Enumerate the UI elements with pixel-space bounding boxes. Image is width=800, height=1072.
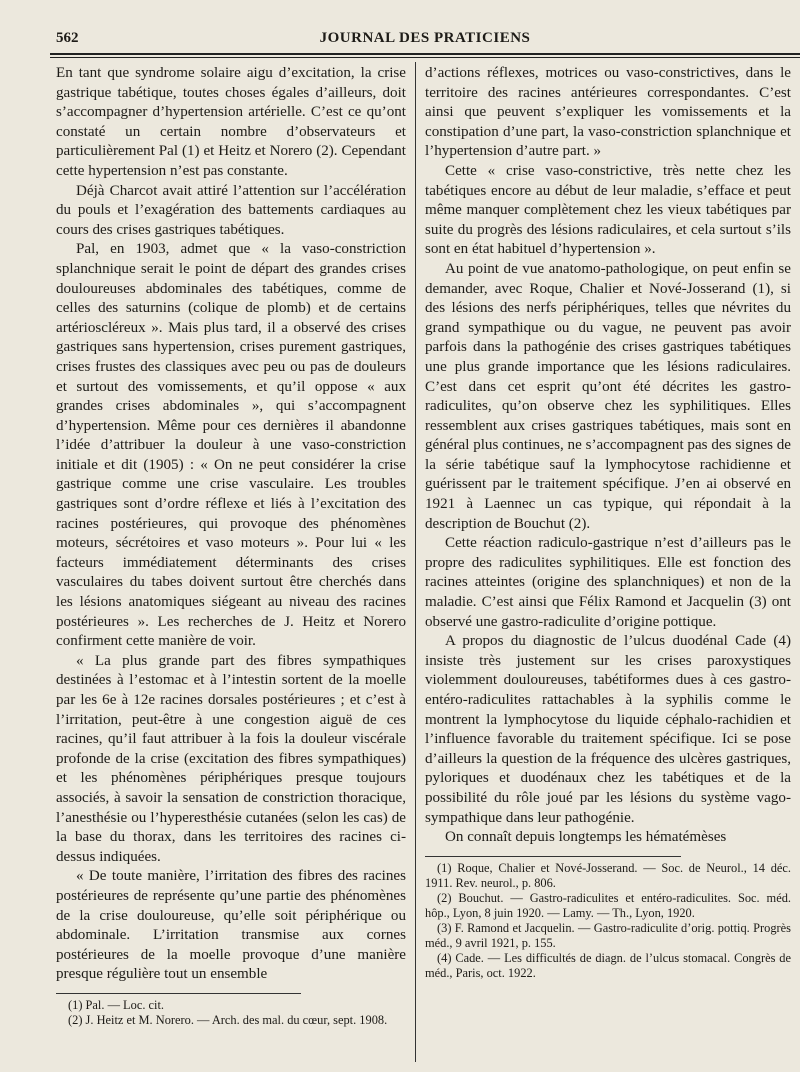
footnote: (4) Cade. — Les difficultés de diagn. de l’ulcus stomacal. Congrès de méd., Paris, oct. 1922.: [425, 950, 791, 980]
paragraph: « La plus grande part des fibres sympathiques destinées à l’estomac et à l’intestin sortent de la moelle par les 6e à 12e racines dorsales postérieures ; et c’est à l’irritation, peut-être à une congestion aiguë de ces racines, qu’il faut attribuer à la fois la douleur viscérale profonde de la crise (excitation des fibres sympathiques) et les phénomènes périphériques presque toujours associés, à savoir la sensation de constriction thoracique, l’anesthésie ou l’hyperesthésie cutanées (selon les cas) de la base du thorax, dans les territoires des racines ci-dessus indiquées.: [56, 652, 406, 865]
paragraph: A propos du diagnostic de l’ulcus duodénal Cade (4) insiste très justement sur les crises paroxystiques violemment douloureuses, tabétiformes dues à ces gastro-entéro-radiculites rattachables à la syphilis comme le montrent la lymphocytose du liquide céphalo-rachidien et l’influence favorable du traitement spécifique. Ici se pose d’ailleurs la question de la fréquence des ulcères gastriques, pyloriques et duodénaux chez les tabétiques et de la possibilité du rôle joué par les lésions du système vago-sympathique dans leur pathogénie.: [425, 633, 791, 826]
left-column: [56, 64, 406, 1028]
column-divider: [415, 62, 416, 1062]
header-rule-thin: [50, 57, 800, 58]
paragraph: Déjà Charcot avait attiré l’attention sur l’accélération du pouls et l’exagération des battements cardiaques au cours des crises gastriques tabétiques.: [56, 182, 406, 238]
page-number: 562: [56, 30, 79, 46]
right-column: [425, 64, 791, 981]
header-rule: [50, 53, 800, 55]
footnote: (2) J. Heitz et M. Norero. — Arch. des mal. du cœur, sept. 1908.: [68, 1012, 388, 1027]
footnote: (3) F. Ramond et Jacquelin. — Gastro-radiculite d’orig. pottiq. Progrès méd., 9 avril 1921, p. 155.: [425, 920, 791, 950]
footnotes: [56, 998, 406, 1028]
page-header: [50, 28, 800, 54]
paragraph: En tant que syndrome solaire aigu d’excitation, la crise gastrique tabétique, toutes choses égales d’ailleurs, doit s’accompagner d’hypertension artérielle. C’est ce qu’ont constaté un certain nombre d’observateurs et particulièrement Pal (1) et Heitz et Norero (2). Cependant cette hypertension n’est pas constante.: [56, 65, 406, 179]
footnote: (1) Pal. — Loc. cit.: [68, 997, 165, 1012]
paragraph: Cette réaction radiculo-gastrique n’est d’ailleurs pas le propre des radiculites syphilitiques. Elle est fonction des racines atteintes (origine des splanchniques) et non de la maladie. C’est ainsi que Félix Ramond et Jacquelin (3) ont observé une gastro-radiculite d’origine pottique.: [425, 535, 791, 630]
paragraph: d’actions réflexes, motrices ou vaso-constrictives, dans le territoire des racines antérieures correspondantes. C’est ainsi que peuvent s’expliquer les vomissements et la constipation d’une part, la vaso-constriction splanchnique et l’hypertension d’autre part. »: [425, 65, 791, 160]
paragraph: Au point de vue anatomo-pathologique, on peut enfin se demander, avec Roque, Chalier et Nové-Josserand (1), si des lésions des nerfs périphériques, telles que névrites du grand sympathique ou du vague, ne peuvent pas avoir parfois dans la pathogénie des crises gastriques tabétiques une plus grande importance que les lésions radiculaires. C’est dans cet esprit qu’ont été décrites les gastro-radiculites, qu’on observe chez les syphilitiques. Elles ressemblent aux crises gastriques tabétiques, mais sont en général plus continues, ne s’accompagnent pas des signes de la série tabétique sauf la lymphocytose rachidienne et guérissent par le traitement spécifique. J’en ai observé en 1921 à Laennec un cas typique, qui répondait à la description de Bouchut (2).: [425, 260, 791, 532]
paragraph: « De toute manière, l’irritation des fibres des racines postérieures de représente qu’une partie des phénomènes de la crise douloureuse, qu’elle soit périphérique ou abdominale. L’irritation transmise aux cornes postérieures de la moelle provoque d’une manière presque régulière tout un ensemble: [56, 868, 406, 983]
paragraph: Pal, en 1903, admet que « la vaso-constriction splanchnique serait le point de départ des grandes crises douloureuses abdominales des tabétiques, comme de celles des saturnins (colique de plomb) et de certains artérioscléreux ». Mais plus tard, il a observé des crises gastriques sans hypertension, crises purement gastriques, crises frustes des classiques avec peu ou pas de douleurs et surtout des vomissements, et qu’il oppose « aux grandes crises abdominales », qui s’accompagnent d’hypertension. Même pour ces dernières il abandonne l’idée d’attribuer la douleur à une vaso-constriction initiale et dit (1905) : « On ne peut considérer la crise gastrique comme une crise vasculaire. Les troubles gastriques sont d’ordre réflexe et liés à l’excitation des racines postérieures, qui provoque des phénomènes moteurs, sécrétoires et vaso moteurs ». Pour lui « les facteurs immédiatement déterminants des crises vasculaires du tabes doivent surtout être cherchés dans les lésions anatomiques siégeant au niveau des racines postérieures ». Les recherches de J. Heitz et Norero confirment cette manière de voir.: [56, 241, 406, 650]
footnotes: [425, 861, 791, 981]
journal-title: JOURNAL DES PRATICIENS: [319, 30, 531, 46]
footnote-rule: [56, 993, 301, 994]
paragraph: Cette « crise vaso-constrictive, très nette chez les tabétiques encore au début de leur maladie, s’efface et peut même manquer complètement chez les vieux tabétiques par suite du progrès des lésions radiculaires, et cela surtout s’ils sont en état habituel d’hypertension ».: [425, 162, 791, 258]
paragraph: On connaît depuis longtemps les hématémèses: [445, 829, 727, 846]
footnote: (2) Bouchut. — Gastro-radiculites et entéro-radiculites. Soc. méd. hôp., Lyon, 8 juin 1920. — Lamy. — Th., Lyon, 1920.: [425, 890, 791, 920]
footnote-rule: [425, 856, 681, 857]
footnote: (1) Roque, Chalier et Nové-Josserand. — Soc. de Neurol., 14 déc. 1911. Rev. neurol., p. 806.: [425, 860, 791, 890]
